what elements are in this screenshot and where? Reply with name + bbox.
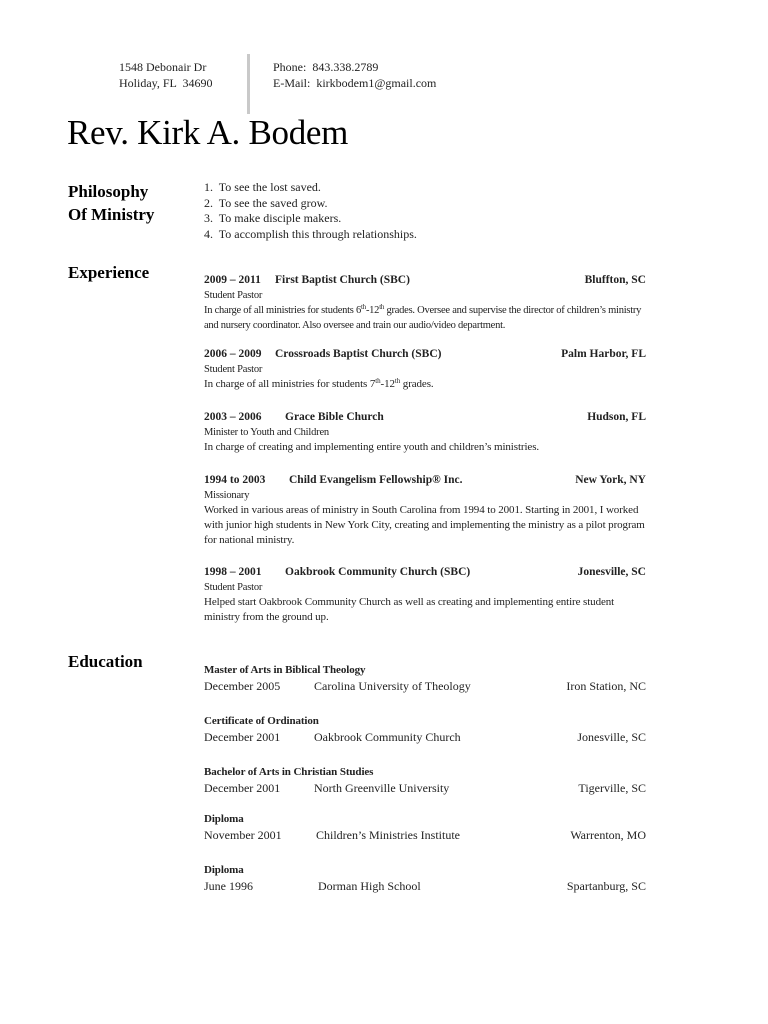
education-entry [204,863,646,894]
list-item: 3. To make disciple makers. [204,211,342,225]
education-detail [204,729,646,745]
experience-org: Oakbrook Community Church (SBC) [285,566,471,578]
education-school: Carolina University of Theology [314,679,471,693]
experience-entry [204,272,646,333]
experience-years: 1994 to 2003 [204,474,266,486]
experience-role: Minister to Youth and Children [204,427,329,438]
education-location: Jonesville, SC [577,730,646,744]
experience-header [204,409,646,425]
education-degree: Diploma [204,864,244,876]
education-entry [204,714,646,745]
education-date: December 2005 [204,679,281,693]
experience-heading: Experience [68,263,150,282]
list-item: 2. To see the saved grow. [204,195,328,210]
contact-block [273,59,436,91]
experience-location: New York, NY [575,474,646,486]
experience-location: Palm Harbor, FL [561,348,646,360]
education-date: December 2001 [204,781,281,795]
education-detail [204,678,646,694]
education-degree: Certificate of Ordination [204,715,319,727]
experience-description: In charge of all ministries for students 6th-12th grades. Oversee and supervise the director of children’s ministry and nursery coordinator. Also oversee and train our audio/video department. [204,303,642,331]
education-school: North Greenville University [314,781,450,795]
education-school: Oakbrook Community Church [314,730,461,744]
phone-text: Phone: 843.338.2789 [273,60,379,74]
experience-location: Jonesville, SC [577,566,646,578]
experience-years: 2009 – 2011 [204,274,261,286]
experience-role: Student Pastor [204,290,263,301]
experience-role: Student Pastor [204,364,263,375]
education-date: December 2001 [204,730,281,744]
address-block [119,59,212,91]
education-detail [204,878,646,894]
experience-entry [204,409,646,455]
education-degree: Bachelor of Arts in Christian Studies [204,766,374,778]
education-school: Children’s Ministries Institute [316,828,460,842]
experience-role: Missionary [204,490,250,501]
education-entry [204,765,646,796]
experience-header [204,272,646,288]
experience-description: In charge of creating and implementing entire youth and children’s ministries. [204,441,540,453]
experience-header [204,472,646,488]
experience-description: Worked in various areas of ministry in South Carolina from 1994 to 2001. Starting in 2001, I worked with junior high students in New York City, creating and implementing the ministry as a pilot program for national ministry. [204,504,645,546]
experience-org: Grace Bible Church [285,411,384,423]
philosophy-heading-line2: Of Ministry [68,205,155,224]
experience-org: First Baptist Church (SBC) [275,274,410,286]
education-location: Warrenton, MO [570,828,646,842]
education-location: Tigerville, SC [578,781,646,795]
experience-location: Hudson, FL [587,411,646,423]
experience-entry [204,564,646,625]
experience-description: Helped start Oakbrook Community Church as well as creating and implementing entire student ministry from the ground up. [204,596,615,623]
experience-header [204,346,646,362]
email-text: E-Mail: kirkbodem1@gmail.com [273,76,437,90]
education-entry [204,812,646,843]
education-date: June 1996 [204,879,253,893]
list-item: 1. To see the lost saved. [204,180,321,194]
education-detail [204,780,646,796]
header-divider [247,54,250,114]
education-detail [204,827,646,843]
education-degree: Diploma [204,813,244,825]
address-city: Holiday, FL 34690 [119,76,213,90]
philosophy-list [204,180,417,242]
education-date: November 2001 [204,828,282,842]
page-title: Rev. Kirk A. Bodem [67,113,349,152]
experience-description: In charge of all ministries for students 7th-12th grades. [204,377,434,390]
philosophy-heading [68,180,154,226]
experience-org: Child Evangelism Fellowship® Inc. [289,474,463,486]
education-entry [204,663,646,694]
experience-location: Bluffton, SC [584,274,646,286]
list-item: 4. To accomplish this through relationships. [204,226,417,241]
experience-entry [204,346,646,392]
education-heading: Education [68,652,143,671]
education-location: Iron Station, NC [566,679,646,693]
experience-header [204,564,646,580]
education-degree: Master of Arts in Biblical Theology [204,664,366,676]
education-location: Spartanburg, SC [566,879,646,893]
experience-years: 2006 – 2009 [204,348,262,360]
experience-years: 2003 – 2006 [204,411,262,423]
experience-years: 1998 – 2001 [204,566,262,578]
experience-entry [204,472,646,548]
address-street: 1548 Debonair Dr [119,60,207,74]
experience-org: Crossroads Baptist Church (SBC) [275,348,442,360]
education-school: Dorman High School [318,879,421,893]
philosophy-heading-line1: Philosophy [68,182,149,201]
experience-role: Student Pastor [204,582,263,593]
